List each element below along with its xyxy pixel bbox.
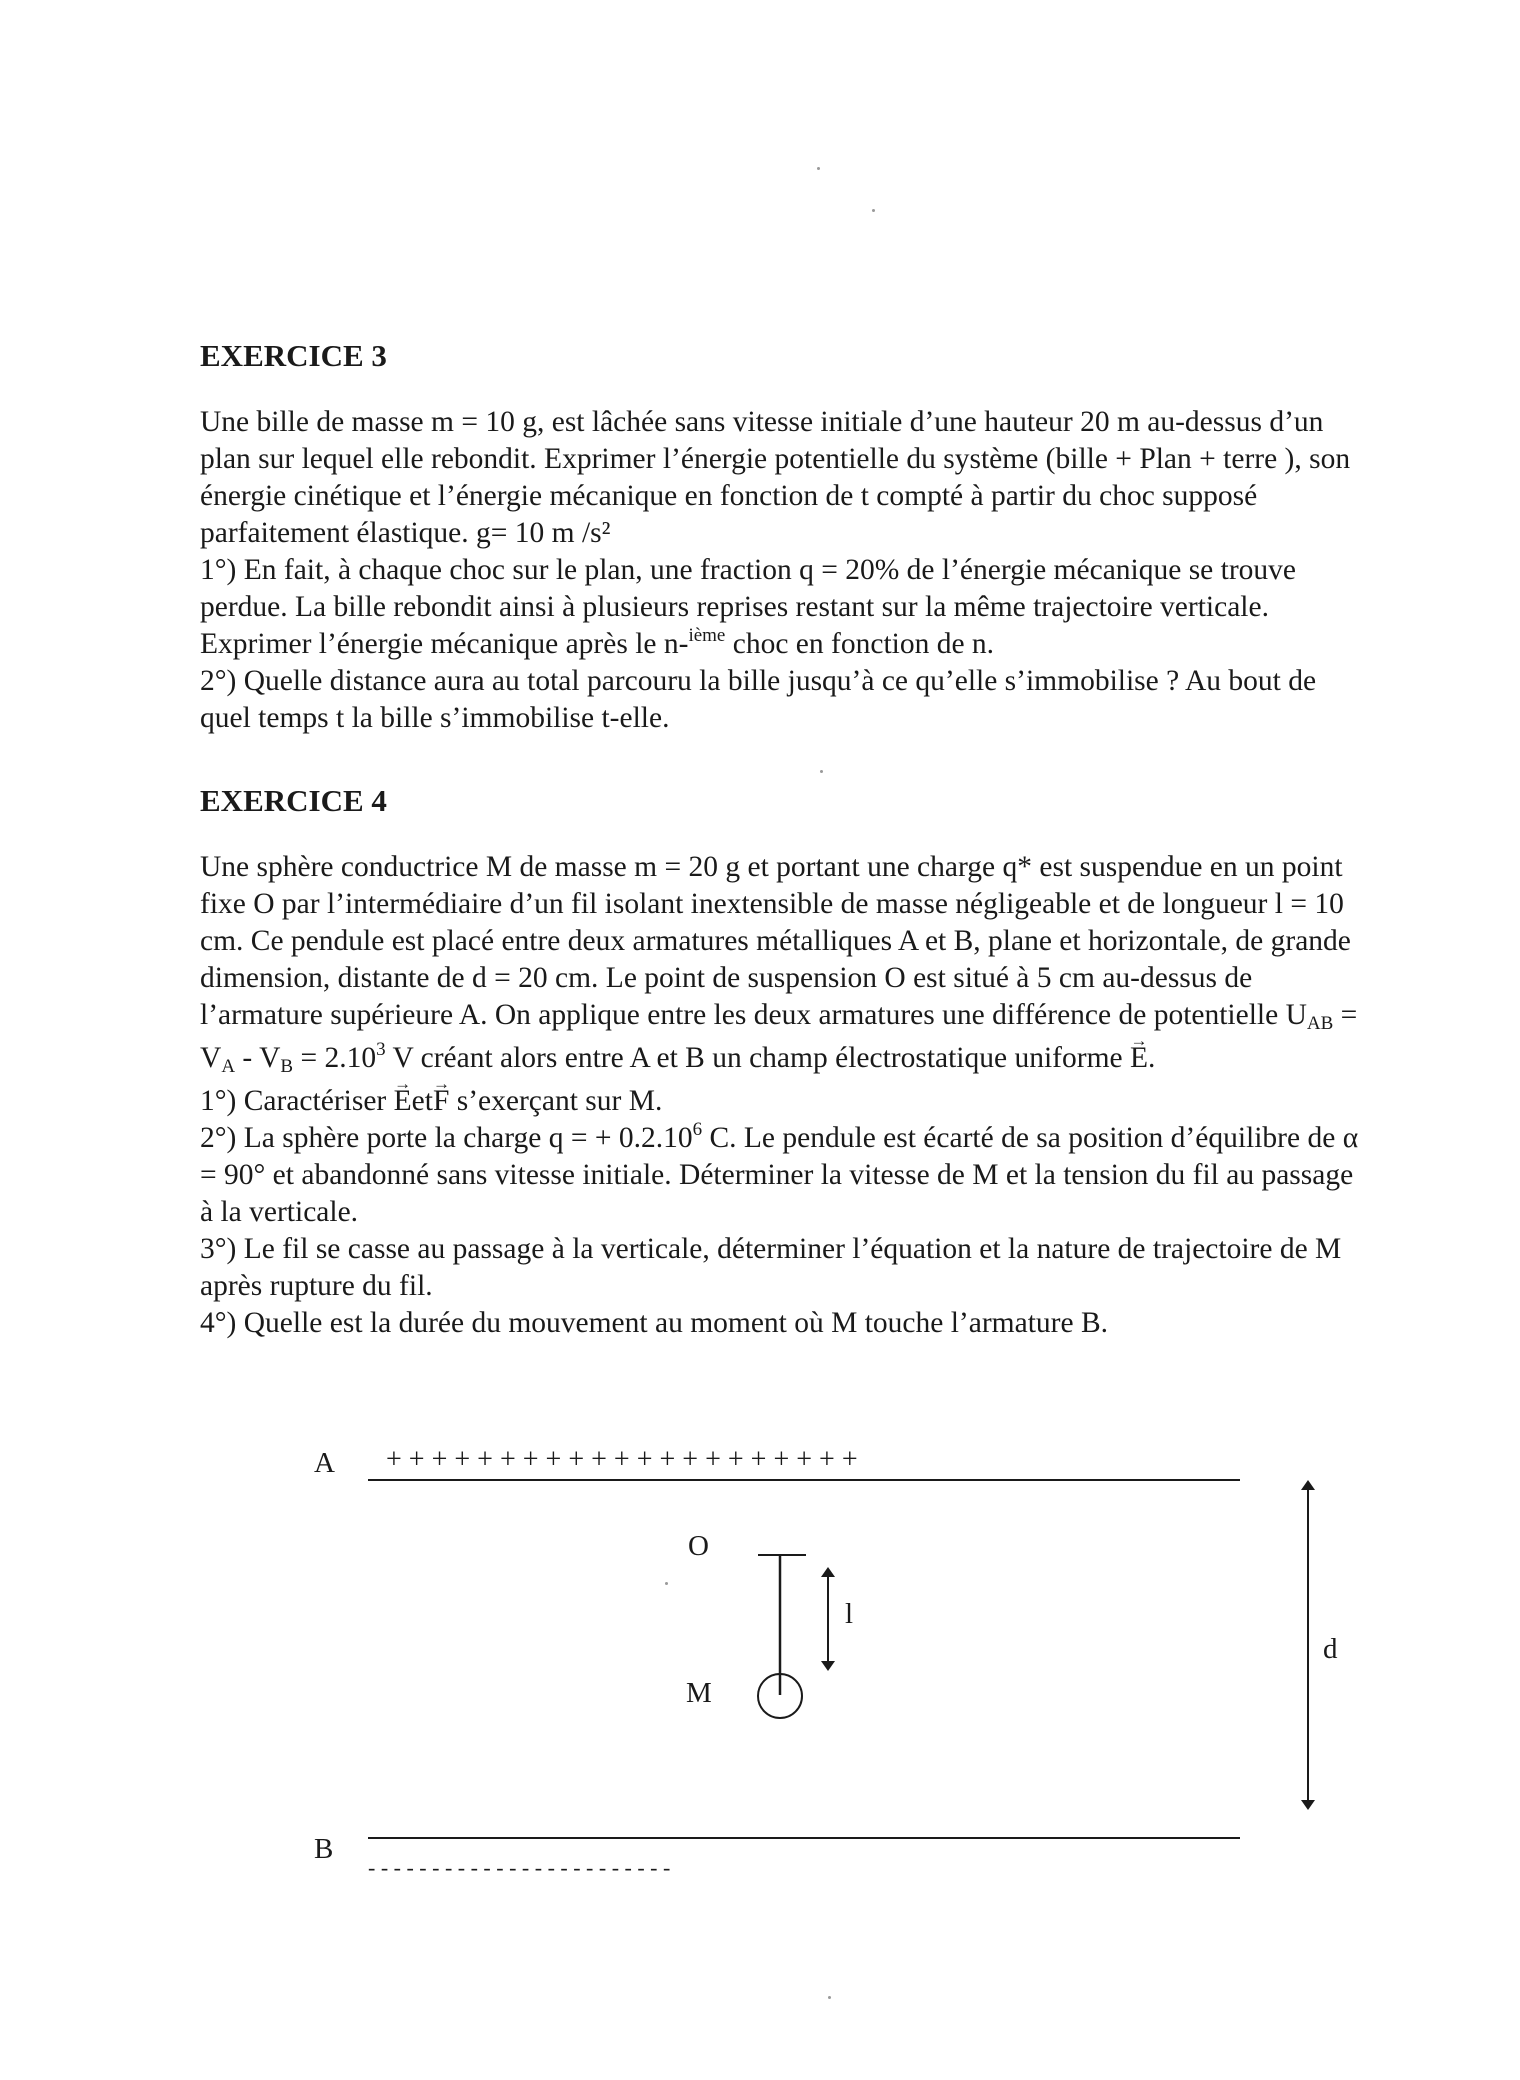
subscript: AB <box>1306 1013 1334 1034</box>
text-segment: = 2.10 <box>293 1042 377 1074</box>
vector-e-symbol: → E <box>394 1083 412 1120</box>
plate-a-charges: + + + + + + + + + + + + + + + + + + + + + <box>386 1444 858 1475</box>
subscript: B <box>280 1056 294 1077</box>
exercise-4 <box>200 783 1460 1342</box>
exercise-4-question-2 <box>200 1120 1460 1157</box>
length-l-label: l <box>845 1598 854 1630</box>
exercise-4-line: cm. Ce pendule est placé entre deux armatures métalliques A et B, plane et horizontale, de grande <box>200 925 1351 957</box>
exercise-4-line <box>200 997 1460 1034</box>
plate-a-label: A <box>314 1447 335 1479</box>
exercise-3-line: parfaitement élastique. g= 10 m /s² <box>200 517 611 549</box>
exercise-3 <box>200 338 1460 737</box>
scan-speck <box>817 167 820 170</box>
point-o-label: O <box>688 1530 709 1562</box>
exercise-3-title: EXERCICE 3 <box>200 338 387 373</box>
exercise-4-line: fixe O par l’intermédiaire d’un fil isolant inextensible de masse négligeable et de longueur l = 10 <box>200 888 1344 920</box>
scan-speck <box>665 1582 668 1585</box>
exercise-4-question-4: 4°) Quelle est la durée du mouvement au moment où M touche l’armature B. <box>200 1307 1109 1339</box>
scan-speck <box>872 209 875 212</box>
subscript: A <box>221 1056 236 1077</box>
sphere-m-label: M <box>686 1677 712 1709</box>
distance-d-label: d <box>1323 1633 1338 1665</box>
exercise-3-line: plan sur lequel elle rebondit. Exprimer l’énergie potentielle du système (bille + Plan + terre ), son <box>200 443 1351 475</box>
exercise-4-line: dimension, distante de d = 20 cm. Le point de suspension O est situé à 5 cm au-dessus de <box>200 962 1253 994</box>
plate-b-label: B <box>314 1833 334 1865</box>
exercise-4-text <box>200 849 1460 1342</box>
text-segment: et <box>411 1085 433 1117</box>
exercise-4-question-1 <box>200 1083 1460 1120</box>
text-segment: - V <box>235 1042 281 1074</box>
exercise-4-line: à la verticale. <box>200 1196 359 1228</box>
exercise-4-line <box>200 1040 1460 1077</box>
vector-f-symbol: → F <box>433 1083 449 1120</box>
exercise-3-question-1: 1°) En fait, à chaque choc sur le plan, une fraction q = 20% de l’énergie mécanique se trouve <box>200 554 1297 586</box>
exercise-3-line: perdue. La bille rebondit ainsi à plusieurs reprises restant sur la même trajectoire verticale. <box>200 591 1269 623</box>
pendulum-diagram <box>290 1440 1390 1900</box>
exercise-4-line: après rupture du fil. <box>200 1270 433 1302</box>
superscript: 3 <box>376 1039 386 1060</box>
text-segment: 2°) La sphère porte la charge q = + 0.2.10 <box>200 1122 693 1154</box>
exercise-4-line: = 90° et abandonné sans vitesse initiale. Déterminer la vitesse de M et la tension du fil au passage <box>200 1159 1354 1191</box>
text-segment: choc en fonction de n. <box>725 628 995 660</box>
scan-speck <box>828 1996 831 1999</box>
superscript: ième <box>688 625 726 646</box>
scan-speck <box>820 770 823 773</box>
exercise-3-question-2: 2°) Quelle distance aura au total parcouru la bille jusqu’à ce qu’elle s’immobilise ? Au bout de <box>200 665 1317 697</box>
text-segment: = <box>1333 999 1358 1031</box>
text-segment: C. Le pendule est écarté de sa position d’équilibre de α <box>702 1122 1359 1154</box>
text-segment: V créant alors entre A et B un champ électrostatique uniforme <box>385 1042 1130 1074</box>
superscript: 6 <box>692 1119 703 1140</box>
exercise-3-line: énergie cinétique et l’énergie mécanique en fonction de t compté à partir du choc supposé <box>200 480 1258 512</box>
text-segment: s’exerçant sur M. <box>449 1085 663 1117</box>
exercise-3-line: quel temps t la bille s’immobilise t-elle. <box>200 702 670 734</box>
exercise-3-line: Une bille de masse m = 10 g, est lâchée sans vitesse initiale d’une hauteur 20 m au-dessus d’un <box>200 406 1324 438</box>
text-segment: . <box>1148 1042 1156 1074</box>
exercise-4-line: Une sphère conductrice M de masse m = 20 g et portant une charge q* est suspendue en un point <box>200 851 1343 883</box>
exercise-4-title: EXERCICE 4 <box>200 783 387 818</box>
exercise-3-text <box>200 404 1460 737</box>
vector-e-symbol: → E <box>1130 1040 1148 1077</box>
text-segment: V <box>200 1042 222 1074</box>
text-segment: 1°) Caractériser <box>200 1085 394 1117</box>
exercise-4-question-3: 3°) Le fil se casse au passage à la verticale, déterminer l’équation et la nature de trajectoire de M <box>200 1233 1342 1265</box>
text-segment: l’armature supérieure A. On applique entre les deux armatures une différence de potentielle U <box>200 999 1307 1031</box>
exercise-3-line <box>200 626 1460 663</box>
text-segment: Exprimer l’énergie mécanique après le n- <box>200 628 689 660</box>
plate-b-charges: - - - - - - - - - - - - - - - - - - - - - - - - <box>368 1855 671 1880</box>
